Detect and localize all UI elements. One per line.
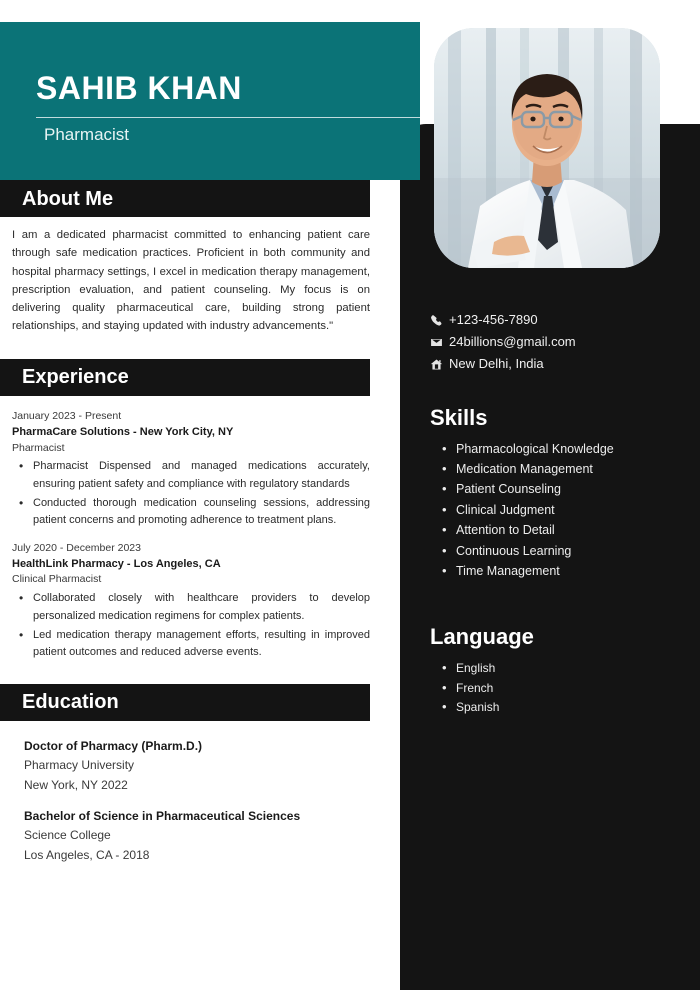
skill-item: • Medication Management — [456, 460, 680, 479]
job-bullet: • Conducted thorough medication counseling sessions, addressing patient concerns and promoting adherence to treatment plans. — [33, 495, 370, 530]
email-value: 24billions@gmail.com — [449, 333, 576, 349]
name-divider — [36, 117, 420, 118]
education-body — [0, 721, 400, 866]
education-degree: Bachelor of Science in Pharmaceutical Sciences — [24, 809, 301, 824]
education-item — [12, 807, 370, 865]
language-item: • English — [456, 659, 680, 678]
education-school: Science College — [24, 828, 111, 843]
profile-photo-image — [434, 28, 660, 268]
education-degree: Doctor of Pharmacy (Pharm.D.) — [24, 738, 203, 753]
profile-photo — [434, 28, 660, 268]
job-bullet: • Pharmacist Dispensed and managed medications accurately, ensuring patient safety and compliance with regulatory standards — [33, 458, 370, 493]
candidate-name: SAHIB KHAN — [36, 70, 242, 106]
section-bar-education — [0, 684, 370, 721]
skill-item: • Pharmacological Knowledge — [456, 440, 680, 459]
section-title-skills: Skills — [430, 404, 488, 430]
language-list — [430, 659, 680, 717]
about-body — [0, 217, 400, 336]
section-bar-about — [0, 180, 370, 217]
job-company: PharmaCare Solutions - New York City, NY — [12, 426, 234, 438]
experience-item — [12, 541, 370, 662]
section-title-experience: Experience — [22, 366, 129, 389]
skill-item: • Attention to Detail — [456, 521, 680, 540]
education-place: New York, NY 2022 — [24, 777, 128, 792]
contact-phone[interactable] — [430, 312, 680, 329]
about-text: I am a dedicated pharmacist committed to enhancing patient care through safe medication practices. Proficient in both community and hospital pharmacy settings, I excel in medication therapy management, prescription evaluation, and patient counseling. My focus is on delivering quality pharmaceutical care, building strong patient relationships, and staying updated with industry advancements." — [12, 229, 370, 333]
job-title: Pharmacist — [12, 441, 65, 454]
job-title: Clinical Pharmacist — [12, 573, 102, 586]
section-title-language: Language — [430, 624, 534, 650]
candidate-role: Pharmacist — [44, 125, 130, 144]
skill-item: • Patient Counseling — [456, 480, 680, 499]
skill-item: • Time Management — [456, 562, 680, 581]
job-dates: January 2023 - Present — [12, 409, 122, 422]
experience-item — [12, 409, 370, 530]
education-place: Los Angeles, CA - 2018 — [24, 847, 150, 862]
job-bullet: • Led medication therapy management efforts, resulting in improved patient outcomes and reduced adverse events. — [33, 627, 370, 662]
section-title-education: Education — [22, 691, 119, 714]
right-column — [430, 312, 680, 718]
language-item: • Spanish — [456, 698, 680, 717]
language-section — [430, 626, 680, 717]
home-icon — [430, 358, 449, 371]
language-item: • French — [456, 679, 680, 698]
education-item — [12, 737, 370, 795]
location-value: New Delhi, India — [449, 355, 544, 371]
job-bullets — [12, 458, 370, 530]
skills-section — [430, 404, 680, 582]
skill-item: • Continuous Learning — [456, 542, 680, 561]
contact-email[interactable] — [430, 334, 680, 351]
job-company: HealthLink Pharmacy - Los Angeles, CA — [12, 557, 221, 570]
skill-item: • Clinical Judgment — [456, 501, 680, 520]
phone-value: +123-456-7890 — [449, 312, 538, 327]
skills-list — [430, 440, 680, 582]
contact-location[interactable] — [430, 356, 680, 373]
job-dates: July 2020 - December 2023 — [12, 541, 141, 554]
left-column — [0, 180, 400, 865]
experience-body — [0, 396, 400, 662]
phone-icon — [430, 314, 449, 327]
section-bar-experience — [0, 359, 370, 396]
job-bullet: • Collaborated closely with healthcare providers to develop personalized medication regimens for complex patients. — [33, 590, 370, 625]
envelope-icon — [430, 336, 449, 349]
section-title-about: About Me — [22, 187, 114, 210]
education-school: Pharmacy University — [24, 758, 135, 773]
job-bullets — [12, 590, 370, 662]
